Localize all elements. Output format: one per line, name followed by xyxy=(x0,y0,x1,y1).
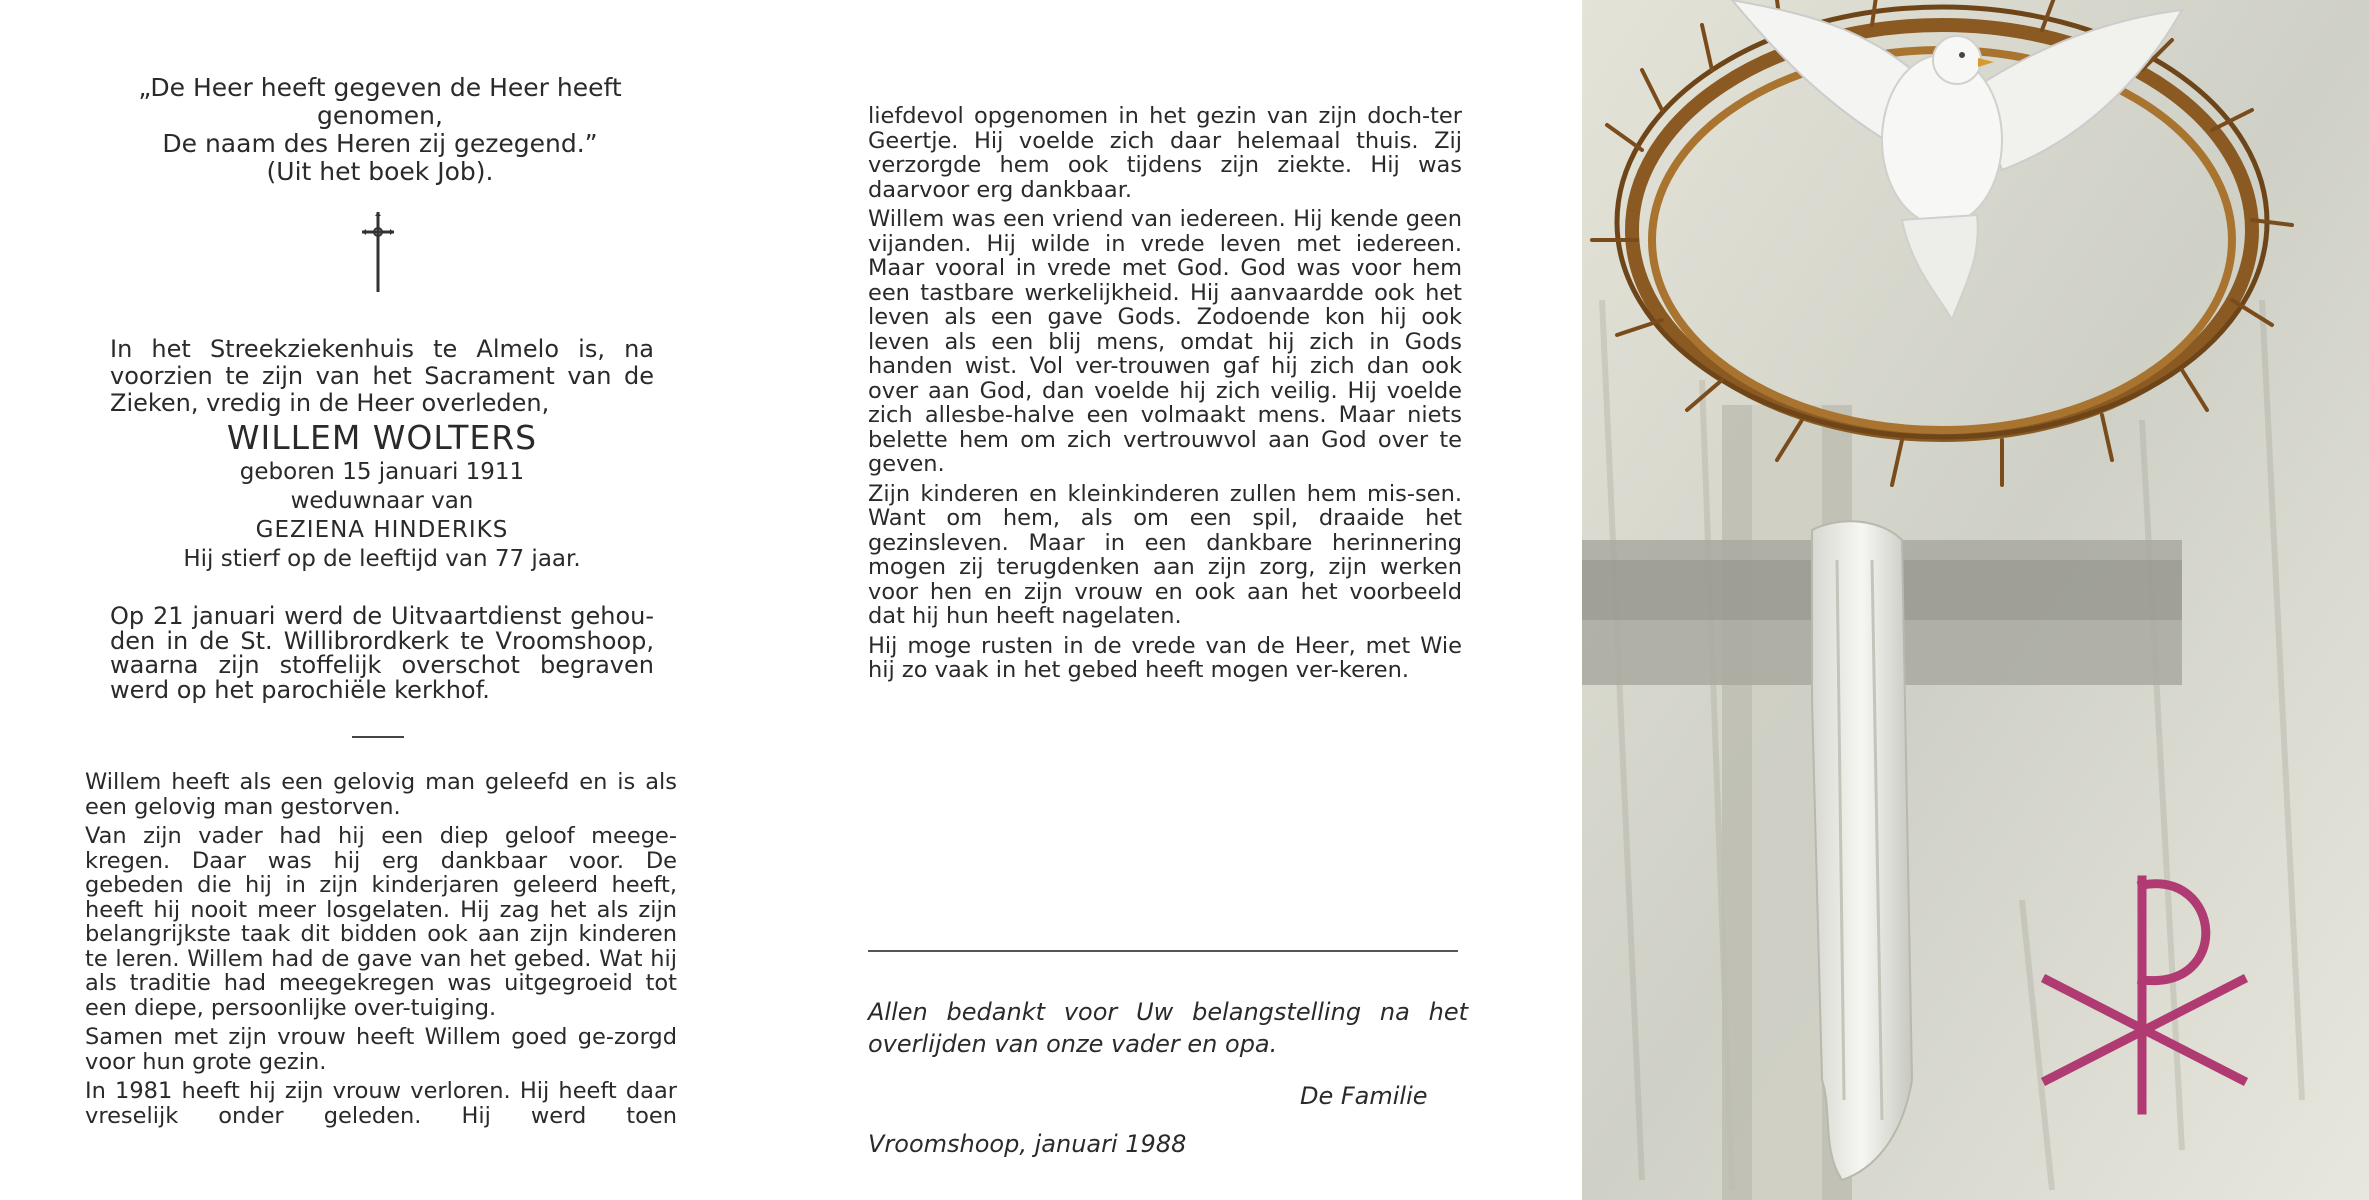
funeral-notice xyxy=(110,604,654,702)
bio-paragraph: liefdevol opgenomen in het gezin van zijn doch-ter Geertje. Hij voelde zich daar helemaal thuis. Zij verzorgde hem ook tijdens zijn ziekte. Hij was daarvoor erg dankbaar. xyxy=(868,103,1462,203)
quote-line: De naam des Heren zij gezegend.” xyxy=(162,129,598,158)
funeral-line: Op 21 januari werd de Uitvaartdienst gehou- xyxy=(110,602,654,630)
signature: De Familie xyxy=(1300,1082,1428,1110)
funeral-line: waarna zijn stoffelijk overschot begraven xyxy=(110,651,654,679)
separator xyxy=(352,736,404,738)
intro-line: Zieken, vredig in de Heer overleden, xyxy=(110,389,550,417)
place-date: Vroomshoop, januari 1988 xyxy=(868,1130,1187,1158)
personal-details xyxy=(110,458,654,574)
quote-source: (Uit het boek Job). xyxy=(266,157,494,186)
cross-icon xyxy=(356,210,400,294)
age-line: Hij stierf op de leeftijd van 77 jaar. xyxy=(183,546,581,572)
bio-paragraph: Willem was een vriend van iedereen. Hij kende geen vijanden. Hij wilde in vrede leven met iedereen. Maar vooral in vrede met God. God was voor hem een tastbare werkelijkheid. Hij aanvaardde ook het leven als een gave Gods. Zodoende kon hij ook leven als een blij mens, omdat hij zich in Gods handen wist. Vol ver-trouwen gaf hij zich dan ook over aan God, dan voelde hij zich veilig. Hij voelde zich allesbe-halve een volmaakt mens. Maar niets belette hem om zich vertrouwvol aan God over te geven. xyxy=(868,206,1462,477)
bio-paragraph: Hij moge rusten in de vrede van de Heer, met Wie hij zo vaak in het gebed heeft mogen ver-keren. xyxy=(868,632,1462,683)
bio-paragraph: Zijn kinderen en kleinkinderen zullen hem mis-sen. Want om hem, als om een spil, draaide het gezinsleven. Maar in een dankbare herinnering mogen zij terugdenken aan zijn zorg, zijn werken voor hen en zijn vrouw en ook aan het voorbeeld dat hij hun heeft nagelaten. xyxy=(868,480,1462,629)
thanks-line: Allen bedankt voor Uw belangstelling na het xyxy=(868,998,1468,1026)
bible-quote xyxy=(80,74,680,186)
death-announcement xyxy=(110,336,654,417)
deceased-name: WILLEM WOLTERS xyxy=(226,418,538,457)
artwork-illustration xyxy=(1582,0,2369,1200)
quote-line: „De Heer heeft gegeven de Heer heeft genomen, xyxy=(138,73,622,130)
bio-paragraph: Van zijn vader had hij een diep geloof meege-kregen. Daar was hij erg dankbaar voor. De gebeden die hij in zijn kinderjaren geleerd heeft, heeft hij nooit meer losgelaten. Hij zag het als zijn belangrijkste taak dit bidden ook aan zijn kinderen te leren. Willem had de gave van het gebed. Wat hij als traditie had meegekregen was uitgegroeid tot een diepe, persoonlijke over-tuiging. xyxy=(85,823,677,1021)
bio-paragraph: In 1981 heeft hij zijn vrouw verloren. Hij heeft daar vreselijk onder geleden. Hij werd toen xyxy=(85,1078,677,1129)
shroud-cloth xyxy=(1812,521,1912,1180)
spouse-name: GEZIENA HINDERIKS xyxy=(255,517,509,543)
left-page xyxy=(0,0,780,1200)
funeral-line: werd op het parochiële kerkhof. xyxy=(110,675,490,704)
birth-date: geboren 15 januari 1911 xyxy=(239,459,525,485)
thanks-line: overlijden van onze vader en opa. xyxy=(868,1030,1278,1058)
biography-part-1 xyxy=(85,770,677,1133)
intro-line: In het Streekziekenhuis te Almelo is, na xyxy=(110,335,654,363)
bio-paragraph: Samen met zijn vrouw heeft Willem goed ge-zorgd voor hun grote gezin. xyxy=(85,1024,677,1075)
widower-label: weduwnaar van xyxy=(290,488,474,514)
bio-paragraph: Willem heeft als een gelovig man geleefd en is als een gelovig man gestorven. xyxy=(85,769,677,820)
thank-you-note xyxy=(868,996,1468,1060)
religious-artwork xyxy=(1582,0,2369,1200)
biography-part-2 xyxy=(868,104,1462,688)
divider-line xyxy=(868,950,1458,952)
funeral-line: den in de St. Willibrordkerk te Vroomshoop, xyxy=(110,626,654,655)
middle-page xyxy=(800,0,1580,1200)
intro-line: voorzien te zijn van het Sacrament van de xyxy=(110,362,654,390)
